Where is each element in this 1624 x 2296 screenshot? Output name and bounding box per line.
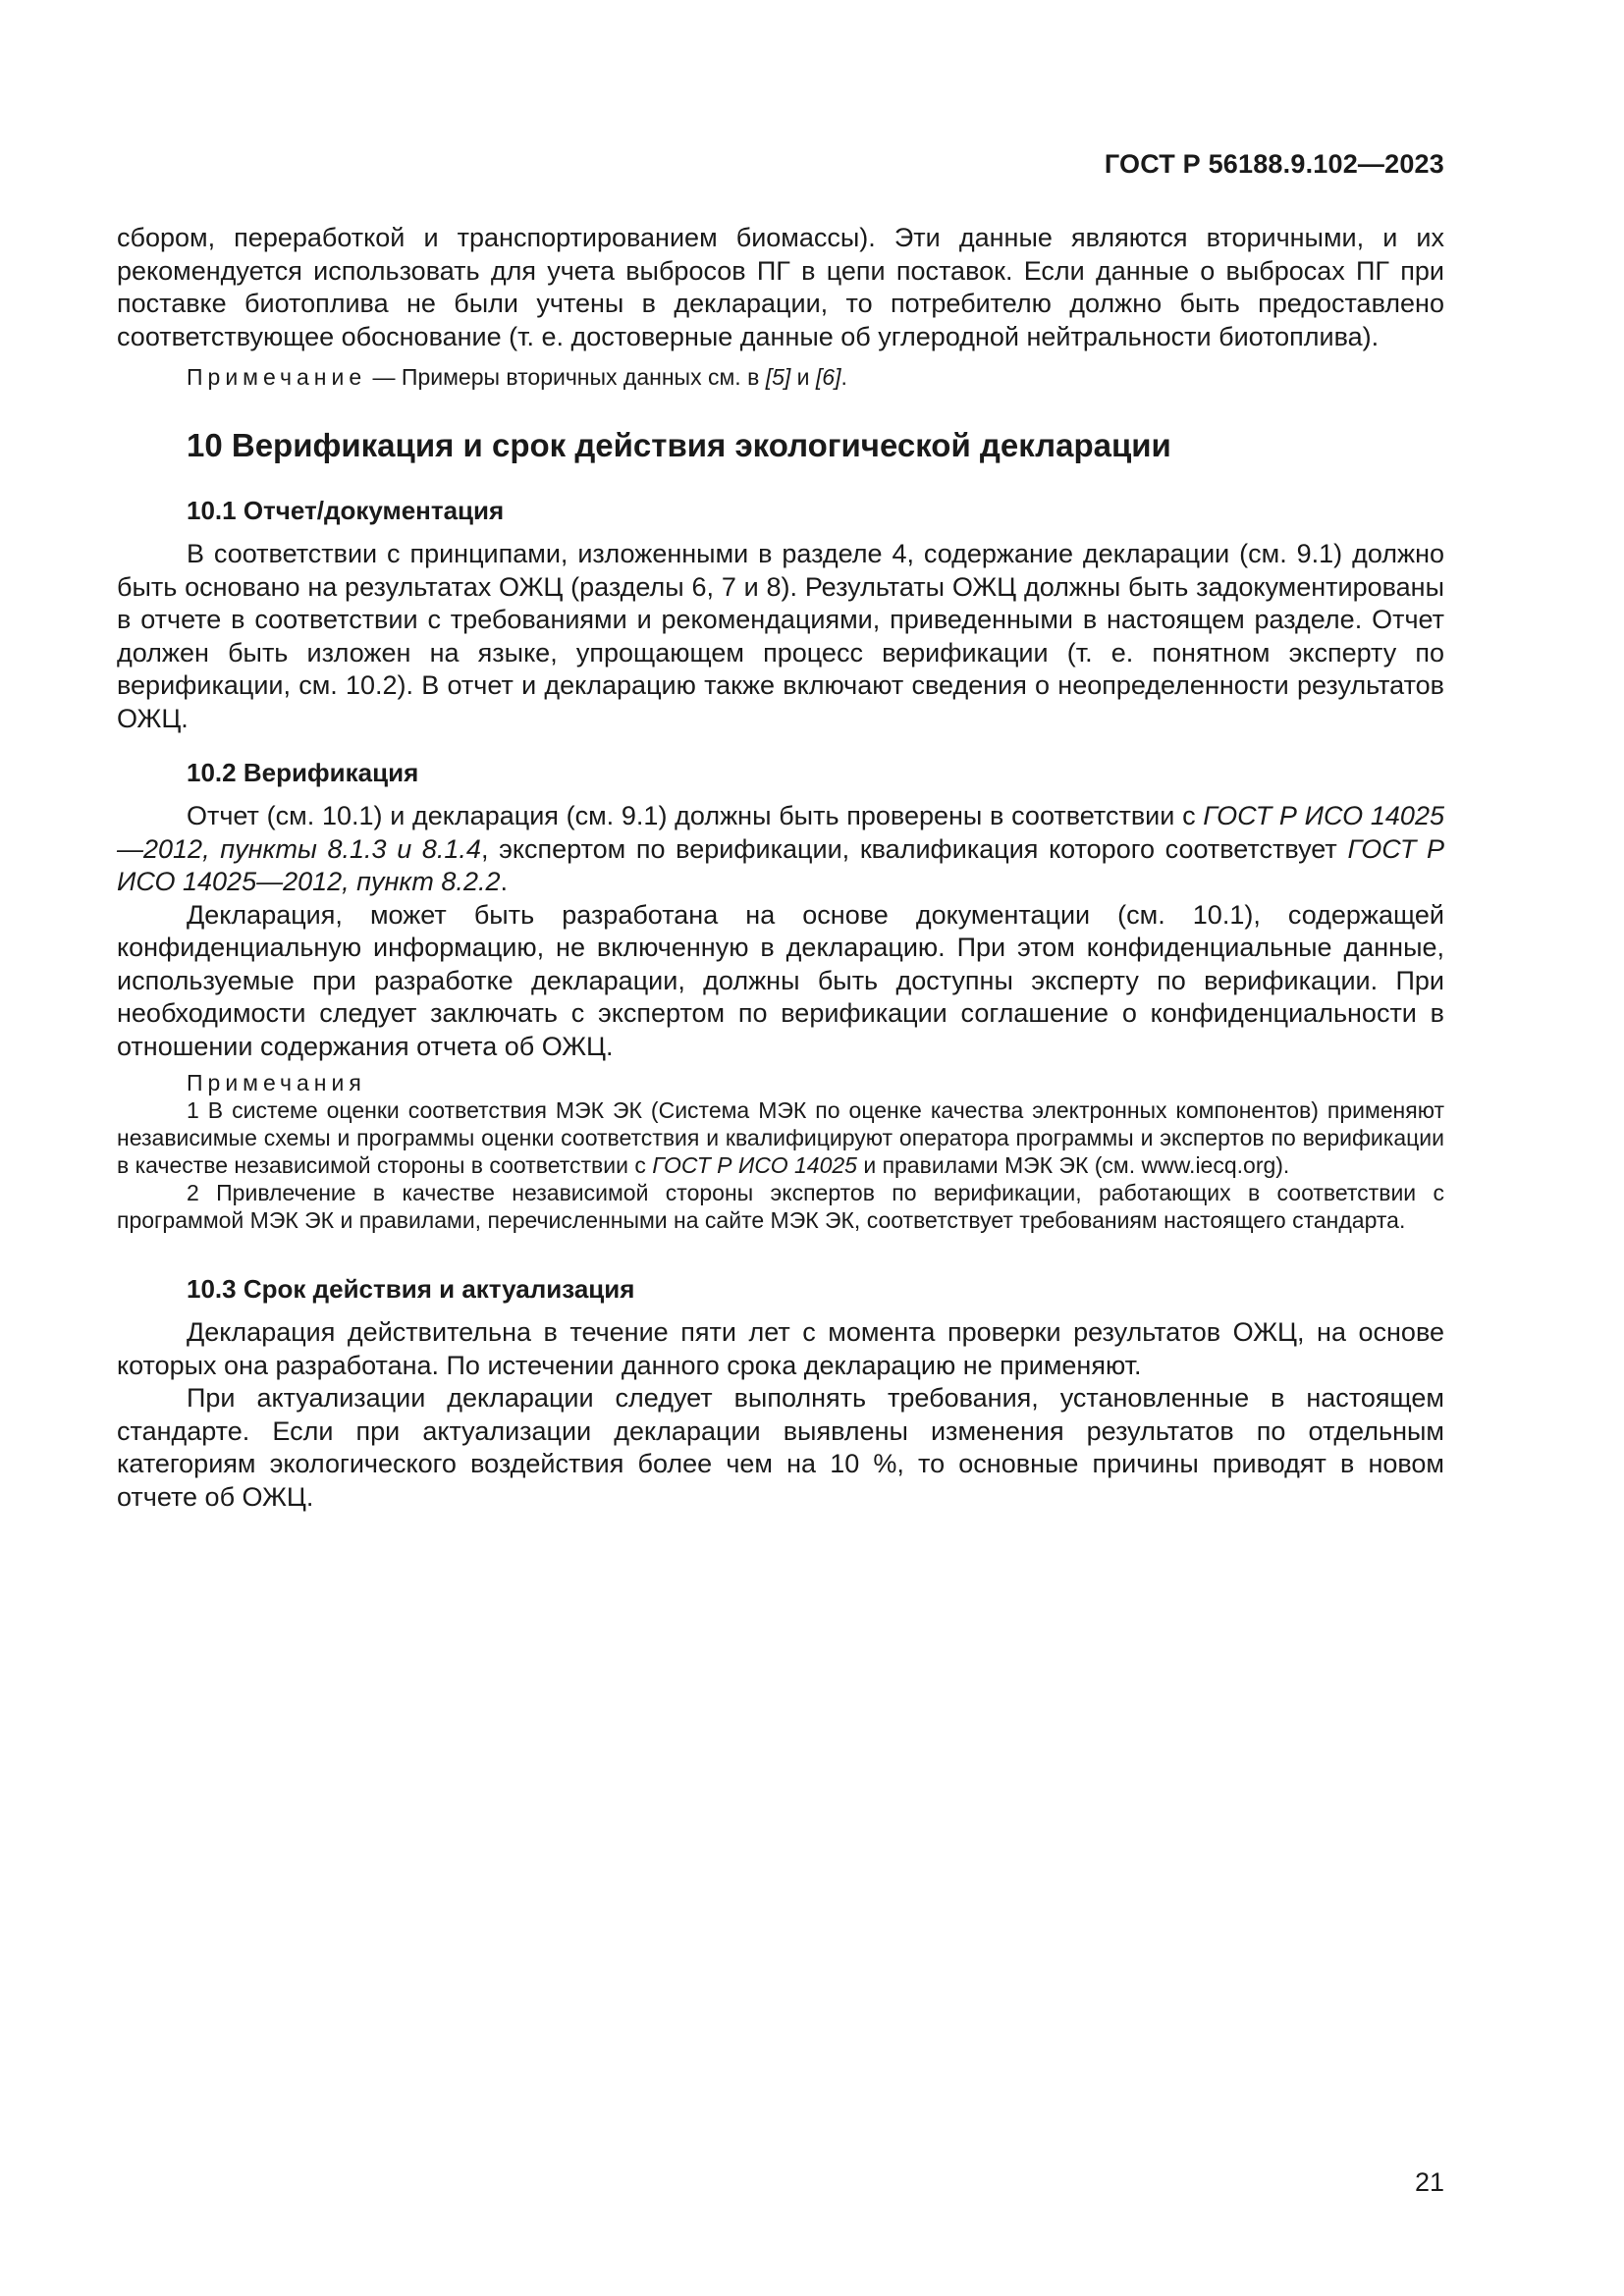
reference-gost-14025-8-1: ГОСТ Р ИСО 14025—2012, пункты 8.1.3 и 8.1.4 <box>117 801 1444 864</box>
subsection-10-2-paragraph-2: Декларация, может быть разработана на основе документации (см. 10.1), содержащей конфиденциальную информацию, не включенную в декларацию. При этом конфиденциальные данные, используемые при разработке декларации, должны быть доступны эксперту по верификации. При необходимости следует заключать с экспертом по верификации соглашение о конфиденциальности в отношении содержания отчета об ОЖЦ. <box>117 899 1444 1061</box>
reference-5: [5] <box>765 364 791 390</box>
note-label: Примечание <box>187 364 367 390</box>
subsection-10-3-paragraph-1: Декларация действительна в течение пяти лет с момента проверки результатов ОЖЦ, на основе которых она разработана. По истечении данного срока декларацию не применяют. <box>117 1317 1444 1380</box>
document-standard-header: ГОСТ Р 56188.9.102—2023 <box>1104 149 1444 179</box>
note-2-experts: 2 Привлечение в качестве независимой стороны экспертов по верификации, работающих в соответствии с программой МЭК ЭК и правилами, перечисленными на сайте МЭК ЭК, соответствует требованиям настоящего стандарта. <box>117 1180 1444 1233</box>
subsection-10-1-paragraph: В соответствии с принципами, изложенными в разделе 4, содержание декларации (см. 9.1) должно быть основано на результатах ОЖЦ (разделы 6, 7 и 8). Результаты ОЖЦ должны быть задокументированы в отчете в соответствии с требованиями и рекомендациями, приведенными в настоящем разделе. Отчет должен быть изложен на языке, упрощающем процесс верификации (т. е. понятном эксперту по верификации, см. 10.2). В отчет и декларацию также включают сведения о неопределенности результатов ОЖЦ. <box>117 539 1444 733</box>
subsection-10-2-paragraph-1: Отчет (см. 10.1) и декларация (см. 9.1) должны быть проверены в соответствии с ГОСТ Р ИСО 14025—2012, пункты 8.1.3 и 8.1.4, экспертом по верификации, квалификация которого соответствует ГОСТ Р ИСО 14025—2012, пункт 8.2.2. <box>117 801 1444 896</box>
reference-6: [6] <box>815 364 841 390</box>
subsection-10-1-title: 10.1 Отчет/документация <box>187 496 505 525</box>
note-secondary-data: Примечание — Примеры вторичных данных см. в [5] и [6]. <box>187 364 847 390</box>
subsection-10-3-paragraph-2: При актуализации декларации следует выполнять требования, установленные в настоящем стандарте. Если при актуализации декларации выявлены изменения результатов по отдельным категориям экологического воздействия более чем на 10 %, то основные причины приводят в новом отчете об ОЖЦ. <box>117 1383 1444 1512</box>
intro-paragraph: сбором, переработкой и транспортированием биомассы). Эти данные являются вторичными, и их рекомендуется использовать для учета выбросов ПГ в цепи поставок. Если данные о выбросах ПГ при поставке биотоплива не были учтены в декларации, то потребителю должно быть предоставлено соответствующее обоснование (т. е. достоверные данные об углеродной нейтральности биотоплива). <box>117 223 1444 351</box>
notes-label: Примечания <box>187 1070 366 1095</box>
note-1-iecq: 1 В системе оценки соответствия МЭК ЭК (Система МЭК по оценке качества электронных компонентов) применяют независимые схемы и программы оценки соответствия и квалифицируют оператора программы и экспертов по верификации в качестве независимой стороны в соответствии с ГОСТ Р ИСО 14025 и правилами МЭК ЭК (см. www.iecq.org). <box>117 1097 1444 1178</box>
page-number: 21 <box>1414 2167 1444 2197</box>
page-content <box>117 222 1444 1514</box>
subsection-10-2-title: 10.2 Верификация <box>187 758 419 787</box>
subsection-10-3-title: 10.3 Срок действия и актуализация <box>187 1274 635 1304</box>
reference-gost-14025: ГОСТ Р ИСО 14025 <box>652 1152 857 1178</box>
section-10-title: 10 Верификация и срок действия экологической декларации <box>187 427 1171 463</box>
reference-gost-14025-8-2-2: ГОСТ Р ИСО 14025—2012, пункт 8.2.2 <box>117 833 1444 896</box>
